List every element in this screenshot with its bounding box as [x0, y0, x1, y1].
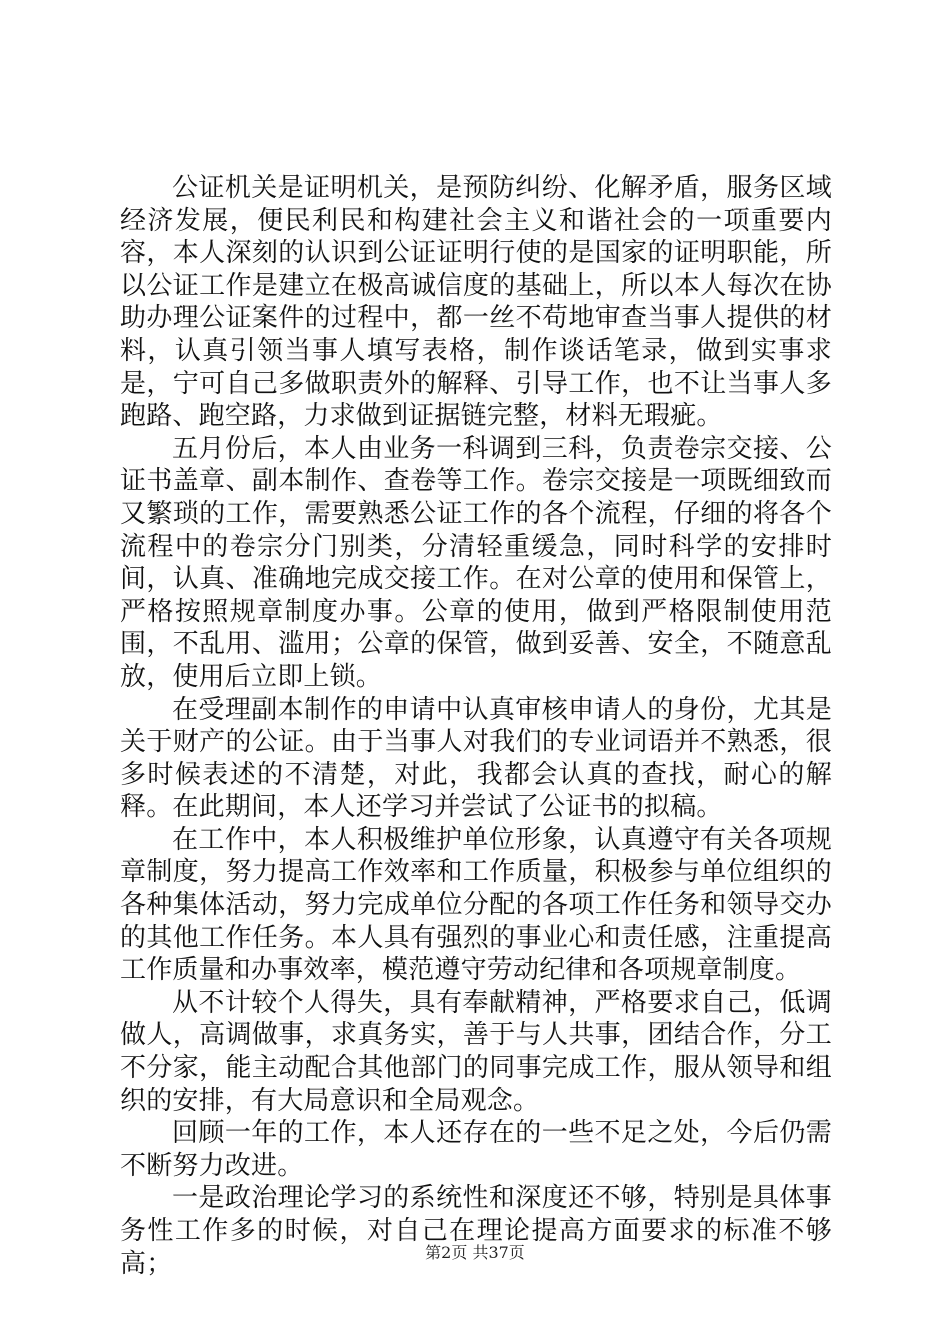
- paragraph: 公证机关是证明机关，是预防纠纷、化解矛盾，服务区域经济发展，便民利民和构建社会主义和谐社会的一项重要内容，本人深刻的认识到公证证明行使的是国家的证明职能，所以公证工作是建立在极高诚信度的基础上，所以本人每次在协助办理公证案件的过程中，都一丝不苟地审查当事人提供的材料，认真引领当事人填写表格，制作谈话笔录，做到实事求是，宁可自己多做职责外的解释、引导工作，也不让当事人多跑路、跑空路，力求做到证据链完整，材料无瑕疵。: [120, 173, 832, 432]
- document-body: [120, 172, 832, 1280]
- paragraph: 一是政治理论学习的系统性和深度还不够，特别是具体事务性工作多的时候，对自己在理论提高方面要求的标准不够高；: [120, 1183, 832, 1279]
- paragraph: 五月份后，本人由业务一科调到三科，负责卷宗交接、公证书盖章、副本制作、查卷等工作。卷宗交接是一项既细致而又繁琐的工作，需要熟悉公证工作的各个流程，仔细的将各个流程中的卷宗分门别类，分清轻重缓急，同时科学的安排时间，认真、准确地完成交接工作。在对公章的使用和保管上，严格按照规章制度办事。公章的使用，做到严格限制使用范围，不乱用、滥用；公章的保管，做到妥善、安全，不随意乱放，使用后立即上锁。: [120, 433, 832, 692]
- page-number-footer: 第2页 共37页: [425, 1243, 525, 1262]
- paragraph: 在工作中，本人积极维护单位形象，认真遵守有关各项规章制度，努力提高工作效率和工作质量，积极参与单位组织的各种集体活动，努力完成单位分配的各项工作任务和领导交办的其他工作任务。本人具有强烈的事业心和责任感，注重提高工作质量和办事效率，模范遵守劳动纪律和各项规章制度。: [120, 824, 832, 986]
- paragraph: 从不计较个人得失，具有奉献精神，严格要求自己，低调做人，高调做事，求真务实，善于与人共事，团结合作，分工不分家，能主动配合其他部门的同事完成工作，服从领导和组织的安排，有大局意识和全局观念。: [120, 987, 832, 1116]
- paragraph: 在受理副本制作的申请中认真审核申请人的身份，尤其是关于财产的公证。由于当事人对我们的专业词语并不熟悉，很多时候表述的不清楚，对此，我都会认真的查找，耐心的解释。在此期间，本人还学习并尝试了公证书的拟稿。: [120, 694, 832, 823]
- paragraph: 回顾一年的工作，本人还存在的一些不足之处，今后仍需不断努力改进。: [120, 1118, 832, 1181]
